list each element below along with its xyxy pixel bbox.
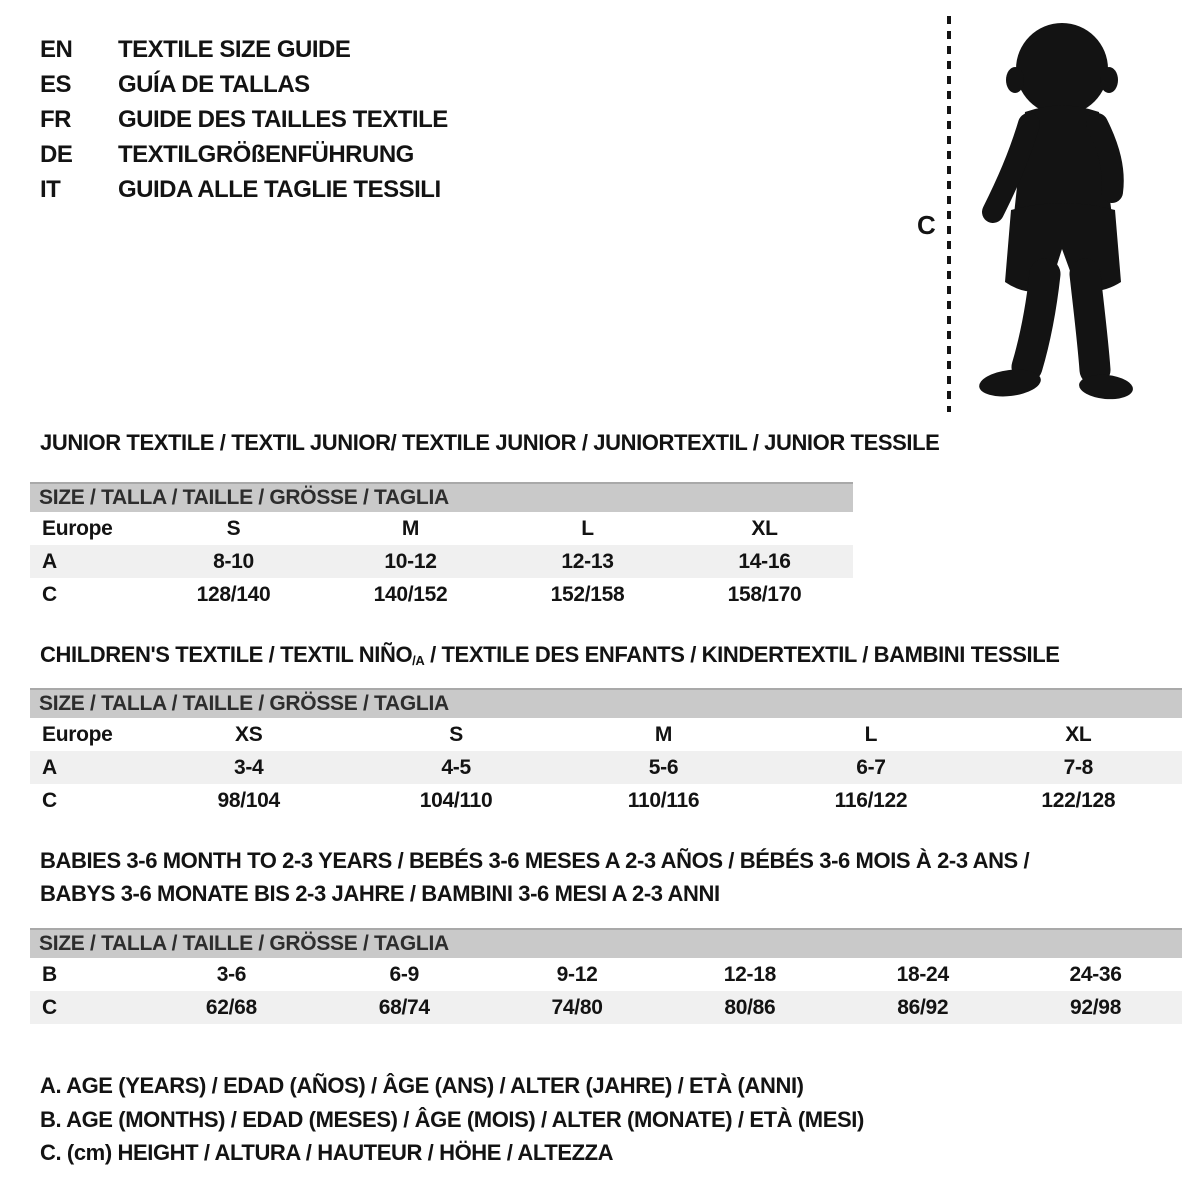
lang-code: IT xyxy=(40,175,61,203)
table-cell: 5-6 xyxy=(648,755,679,779)
table-cell: M xyxy=(401,516,420,540)
table-cell: S xyxy=(449,722,463,746)
table-cell: 24-36 xyxy=(1069,962,1122,986)
table-cell: 152/158 xyxy=(550,582,625,606)
babies-title-line2: BABYS 3-6 MONATE BIS 2-3 JAHRE / BAMBINI 3-6 MESI A 2-3 ANNI xyxy=(40,881,720,906)
children-title-suffix: / TEXTILE DES ENFANTS / KINDERTEXTIL / BAMBINI TESSILE xyxy=(424,642,1060,667)
table-cell: 158/170 xyxy=(727,582,802,606)
table-cell: 92/98 xyxy=(1070,995,1122,1019)
table-row xyxy=(30,991,1182,1024)
children-size-header xyxy=(30,688,1182,718)
table-row xyxy=(30,718,1182,751)
table-cell: XL xyxy=(751,516,778,540)
row-label: A xyxy=(42,755,57,779)
lang-label: TEXTILGRÖßENFÜHRUNG xyxy=(118,140,414,168)
lang-label: GUIDA ALLE TAGLIE TESSILI xyxy=(118,175,441,203)
table-cell: 104/110 xyxy=(419,788,493,812)
lang-label: GUIDE DES TAILLES TEXTILE xyxy=(118,105,448,133)
height-measure-label: C xyxy=(917,210,936,240)
table-cell: 14-16 xyxy=(738,549,791,573)
row-label: C xyxy=(42,788,57,812)
babies-title-line1: BABIES 3-6 MONTH TO 2-3 YEARS / BEBÉS 3-6 MESES A 2-3 AÑOS / BÉBÉS 3-6 MOIS À 2-3 ANS / xyxy=(40,848,1030,873)
table-row xyxy=(30,545,853,578)
table-row xyxy=(30,512,853,545)
table-cell: 6-9 xyxy=(389,962,419,986)
legend-age-months: B. AGE (MONTHS) / EDAD (MESES) / ÂGE (MOIS) / ALTER (MONATE) / ETÀ (MESI) xyxy=(40,1106,864,1132)
table-cell: 6-7 xyxy=(856,755,886,779)
size-header-label: SIZE / TALLA / TAILLE / GRÖSSE / TAGLIA xyxy=(39,932,449,955)
table-row xyxy=(30,784,1182,817)
legend-height-cm: C. (cm) HEIGHT / ALTURA / HAUTEUR / HÖHE / ALTEZZA xyxy=(40,1140,614,1165)
table-cell: 62/68 xyxy=(205,995,257,1019)
children-size-table xyxy=(30,688,1182,817)
table-cell: 80/86 xyxy=(724,995,776,1019)
lang-code: EN xyxy=(40,35,73,63)
table-row xyxy=(30,958,1182,991)
babies-size-table xyxy=(30,928,1182,1024)
size-header-label: SIZE / TALLA / TAILLE / GRÖSSE / TAGLIA xyxy=(39,486,449,509)
lang-code: FR xyxy=(40,105,71,133)
legend-age-years: A. AGE (YEARS) / EDAD (AÑOS) / ÂGE (ANS) / ALTER (JAHRE) / ETÀ (ANNI) xyxy=(40,1073,804,1098)
lang-row-es xyxy=(40,67,448,102)
language-title-list xyxy=(40,32,448,207)
toddler-silhouette-icon xyxy=(905,12,1175,417)
table-cell: 122/128 xyxy=(1041,788,1116,812)
lang-code: ES xyxy=(40,70,72,98)
table-cell: 10-12 xyxy=(384,549,437,573)
lang-row-en xyxy=(40,32,448,67)
row-label: Europe xyxy=(42,722,113,746)
junior-size-header xyxy=(30,482,853,512)
lang-code: DE xyxy=(40,140,73,168)
lang-label: TEXTILE SIZE GUIDE xyxy=(118,35,351,63)
table-cell: L xyxy=(581,516,594,540)
row-label: A xyxy=(42,549,57,573)
size-header-label: SIZE / TALLA / TAILLE / GRÖSSE / TAGLIA xyxy=(39,692,449,715)
lang-label: GUÍA DE TALLAS xyxy=(118,70,310,98)
table-cell: 12-13 xyxy=(561,549,614,573)
table-cell: 3-6 xyxy=(216,962,247,986)
junior-section-title: JUNIOR TEXTILE / TEXTIL JUNIOR/ TEXTILE JUNIOR / JUNIORTEXTIL / JUNIOR TESSILE xyxy=(40,430,940,455)
table-cell: 3-4 xyxy=(233,755,264,779)
table-cell: S xyxy=(226,516,241,540)
table-cell: L xyxy=(864,722,878,746)
row-label: C xyxy=(42,582,57,606)
table-cell: 12-18 xyxy=(723,962,776,986)
table-cell: 9-12 xyxy=(556,962,598,986)
table-cell: 128/140 xyxy=(196,582,271,606)
babies-section-title xyxy=(40,844,1029,910)
row-label: Europe xyxy=(42,516,113,540)
babies-size-header xyxy=(30,928,1182,958)
table-cell: 68/74 xyxy=(378,995,430,1019)
table-row xyxy=(30,578,853,611)
table-cell: 7-8 xyxy=(1063,755,1094,779)
children-section-title xyxy=(40,642,1060,668)
height-figure xyxy=(905,12,1175,417)
lang-row-de xyxy=(40,137,448,172)
table-cell: 18-24 xyxy=(896,962,949,986)
junior-size-table xyxy=(30,482,853,611)
table-cell: M xyxy=(654,722,673,746)
row-label: C xyxy=(42,995,57,1019)
table-cell: 8-10 xyxy=(213,549,254,573)
lang-row-fr xyxy=(40,102,448,137)
table-cell: 140/152 xyxy=(373,582,448,606)
table-cell: 110/116 xyxy=(627,788,700,812)
table-cell: 86/92 xyxy=(897,995,949,1019)
table-cell: 4-5 xyxy=(441,755,471,779)
table-cell: 116/122 xyxy=(834,788,908,812)
table-cell: XL xyxy=(1065,722,1092,746)
children-title-prefix: CHILDREN'S TEXTILE / TEXTIL NIÑO xyxy=(40,642,413,667)
table-cell: 74/80 xyxy=(551,995,603,1019)
table-cell: 98/104 xyxy=(217,788,280,812)
table-cell: XS xyxy=(234,722,263,746)
children-title-sub: /A xyxy=(412,653,425,668)
row-label: B xyxy=(42,962,57,986)
table-row xyxy=(30,751,1182,784)
measure-legend xyxy=(40,1069,864,1170)
lang-row-it xyxy=(40,172,448,207)
